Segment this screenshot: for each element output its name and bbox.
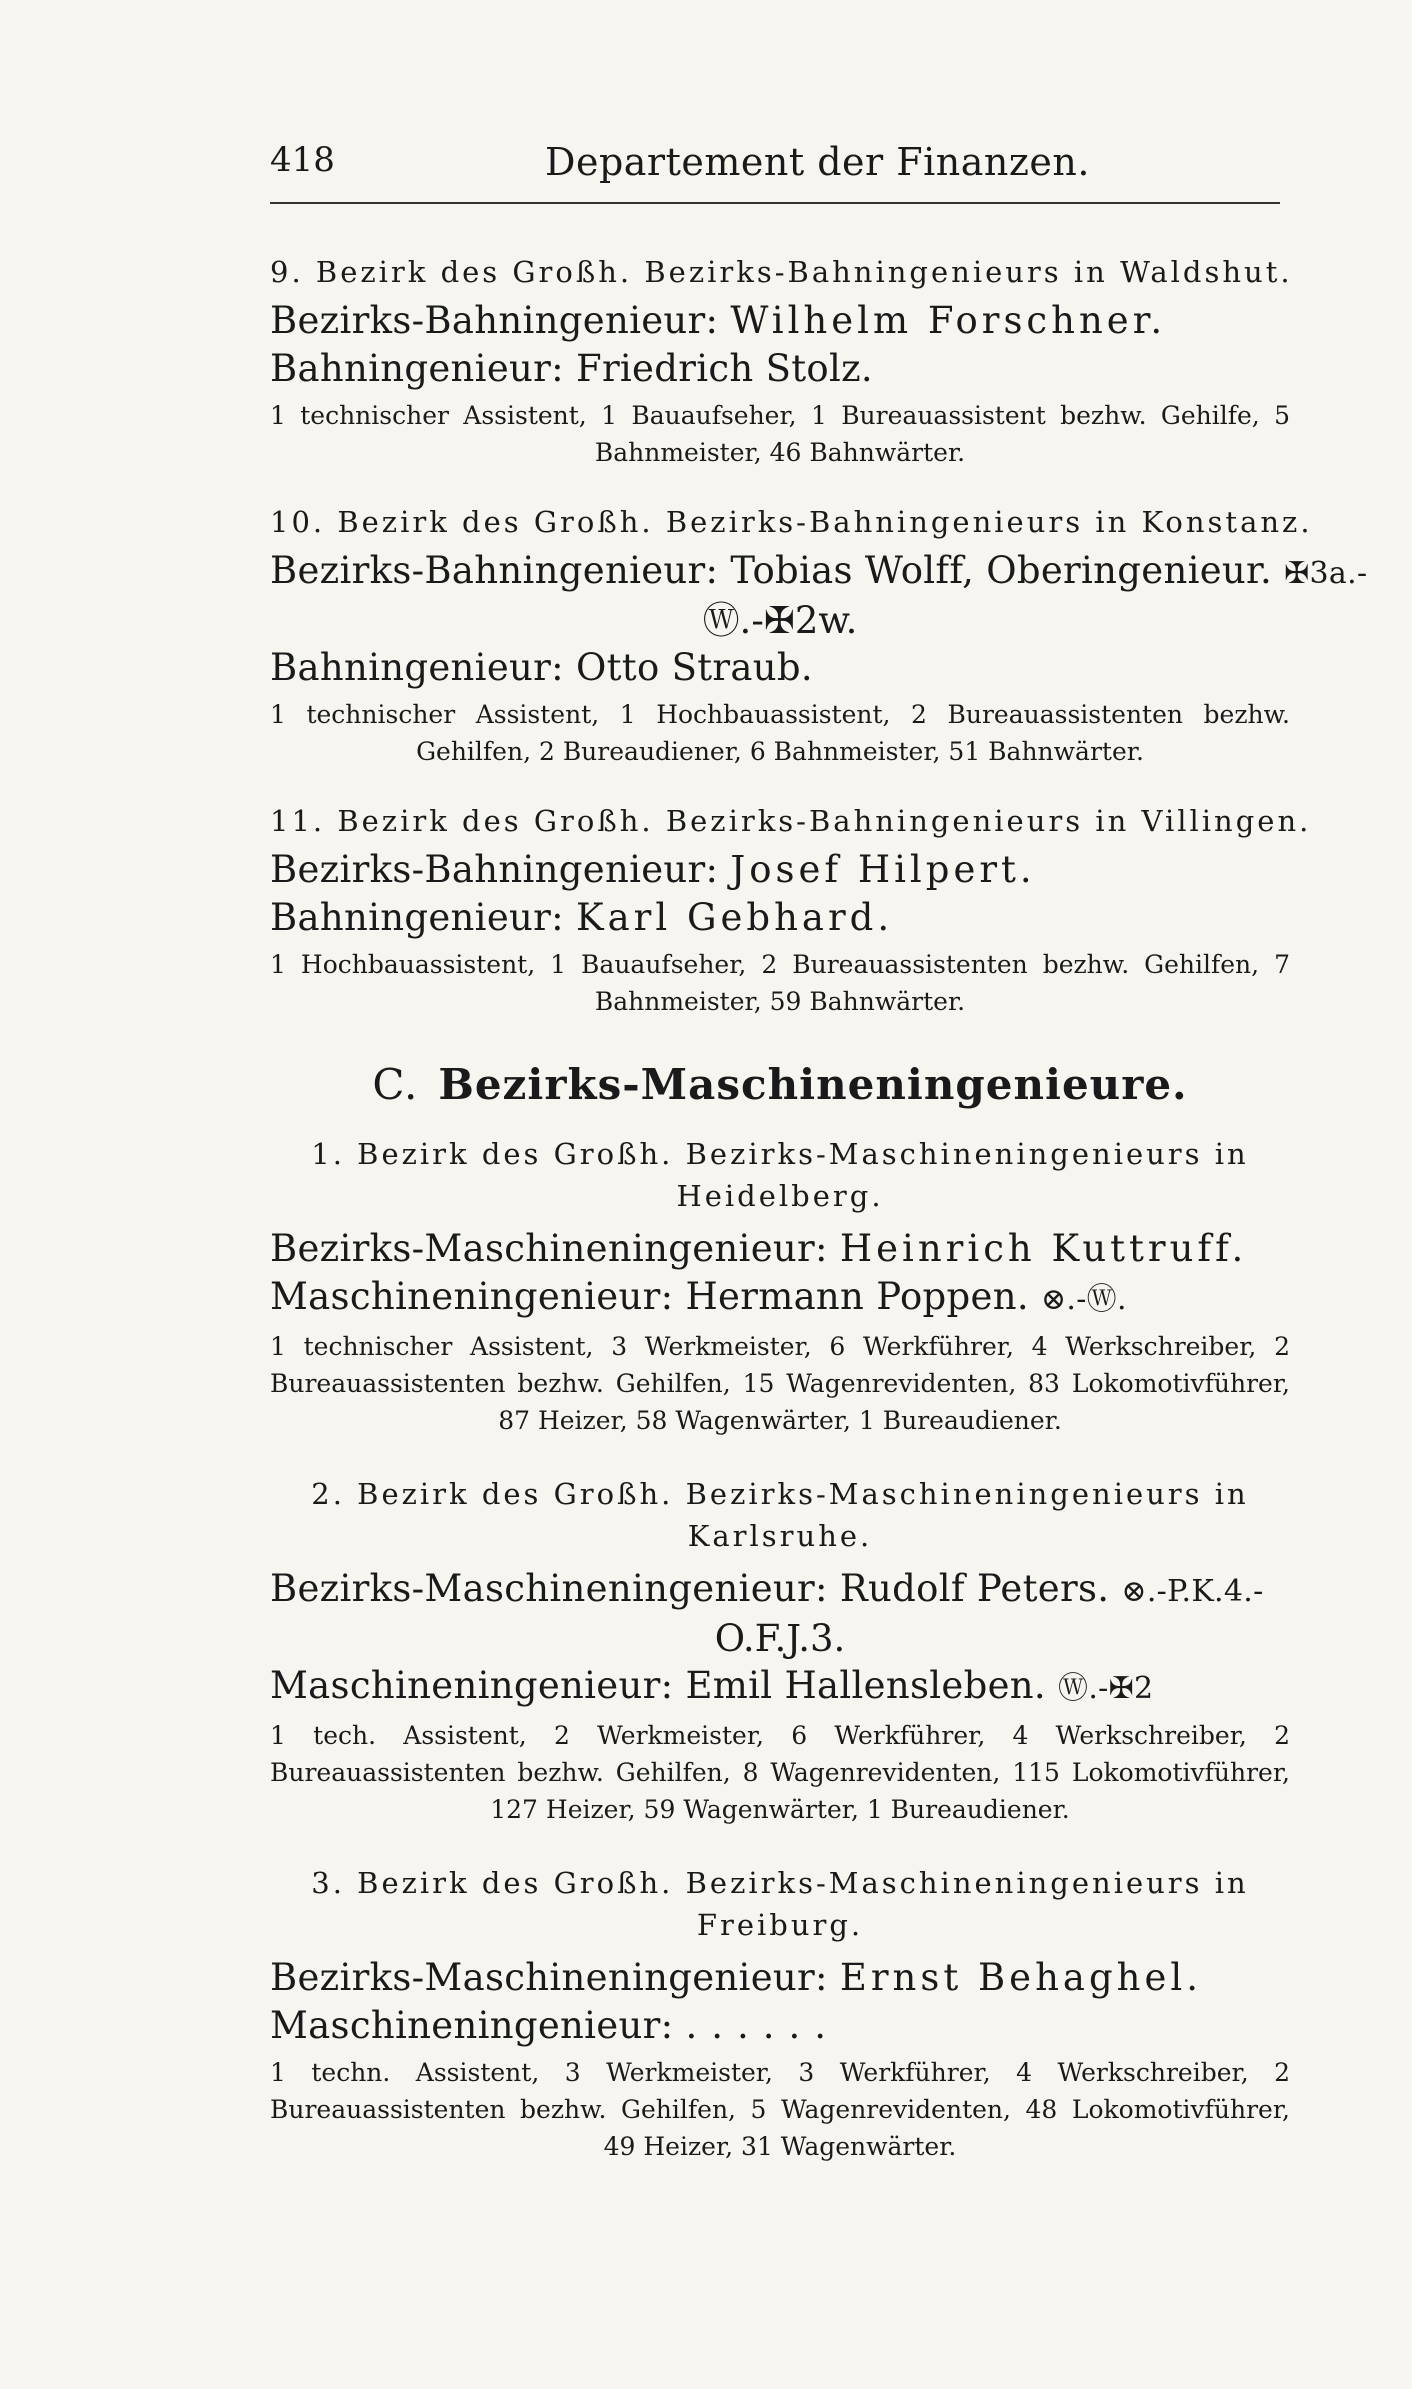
role-label: Maschineningenieur: (270, 1664, 674, 1708)
person-name: Josef Hilpert. (730, 848, 1036, 891)
decoration-symbols: ⊗.-P.K.4.- (1121, 1574, 1264, 1610)
engineer-line (270, 894, 1290, 942)
district-section (270, 804, 1312, 1020)
person-name: Rudolf Peters. (839, 1567, 1110, 1611)
person-name: Karl Gebhard. (575, 896, 894, 939)
role-label: Bezirks-Bahningenieur: (270, 848, 719, 891)
role-label: Bezirks-Bahningenieur: (270, 549, 719, 592)
person-name: Emil Hallensleben. (685, 1664, 1046, 1708)
person-name: Heinrich Kuttruff. (839, 1227, 1248, 1271)
district-section (270, 1862, 1290, 2165)
person-name: Wilhelm Forschner. (730, 299, 1167, 342)
vacant-placeholder: ...... (685, 2004, 841, 2048)
district-engineer-line (270, 1225, 1290, 1273)
district-heading: 3. Bezirk des Großh. Bezirks-Maschineningenieurs in Freiburg. (311, 1866, 1249, 1943)
page-header (270, 140, 1280, 200)
person-name: Friedrich Stolz. (575, 347, 873, 390)
district-section (270, 1473, 1290, 1828)
district-heading: 2. Bezirk des Großh. Bezirks-Maschineningenieurs in Karlsruhe. (311, 1477, 1249, 1554)
person-name: Ernst Behaghel. (839, 1956, 1202, 2000)
role-label: Bahningenieur: (270, 646, 564, 689)
district-section (270, 1133, 1290, 1439)
running-title: Departement der Finanzen. (545, 140, 1090, 184)
role-label: Bezirks-Bahningenieur: (270, 299, 719, 342)
staff-list: 1 techn. Assistent, 3 Werkmeister, 3 Werkführer, 4 Werkschreiber, 2 Bureauassistenten bezhw. Gehilfen, 5 Wagenrevidenten, 48 Lokomotivführer, 49 Heizer, 31 Wagenwärter. (270, 2058, 1290, 2162)
page-content (270, 255, 1368, 2199)
staff-list: 1 technischer Assistent, 1 Bauaufseher, 1 Bureauassistent bezhw. Gehilfe, 5 Bahnmeister, 46 Bahnwärter. (270, 401, 1290, 467)
role-label: Bezirks-Maschineningenieur: (270, 1956, 828, 2000)
staff-list: 1 technischer Assistent, 3 Werkmeister, 6 Werkführer, 4 Werkschreiber, 2 Bureauassistenten bezhw. Gehilfen, 15 Wagenrevidenten, 83 Lokomotivführer, 87 Heizer, 58 Wagenwärter, 1 Bureaudiener. (270, 1332, 1290, 1436)
engineer-line (270, 345, 1290, 393)
district-section (270, 505, 1368, 770)
decoration-symbols: Ⓦ.-✠2 (1058, 1671, 1154, 1707)
district-engineer-line (270, 1565, 1290, 1616)
page-number: 418 (270, 140, 335, 180)
district-heading: 11. Bezirk des Großh. Bezirks-Bahningenieurs in Villingen. (270, 804, 1312, 838)
role-label: Maschineningenieur: (270, 2004, 674, 2048)
role-label: Bahningenieur: (270, 896, 564, 939)
decoration-symbols: ✠3a.- (1284, 556, 1368, 591)
staff-list: 1 tech. Assistent, 2 Werkmeister, 6 Werkführer, 4 Werkschreiber, 2 Bureauassistenten bezhw. Gehilfen, 8 Wagenrevidenten, 115 Lokomotivführer, 127 Heizer, 59 Wagenwärter, 1 Bureaudiener. (270, 1721, 1290, 1825)
district-engineer-line (270, 297, 1290, 345)
engineer-line (270, 2002, 1290, 2050)
district-heading: 10. Bezirk des Großh. Bezirks-Bahningenieurs in Konstanz. (270, 505, 1313, 539)
decoration-symbols: ⊗.-Ⓦ. (1040, 1282, 1127, 1318)
engineer-line (270, 1273, 1290, 1324)
staff-list: 1 technischer Assistent, 1 Hochbauassistent, 2 Bureauassistenten bezhw. Gehilfen, 2 Bureaudiener, 6 Bahnmeister, 51 Bahnwärter. (270, 700, 1290, 766)
role-label: Bahningenieur: (270, 347, 564, 390)
section-title-text: Bezirks-Maschineningenieure. (438, 1060, 1188, 1109)
district-heading: 1. Bezirk des Großh. Bezirks-Maschineningenieurs in Heidelberg. (311, 1137, 1249, 1214)
role-label: Maschineningenieur: (270, 1275, 674, 1319)
role-label: Bezirks-Maschineningenieur: (270, 1567, 828, 1611)
decoration-continuation: Ⓦ.-✠2w. (702, 599, 858, 642)
district-engineer-line (270, 846, 1290, 894)
role-label: Bezirks-Maschineningenieur: (270, 1227, 828, 1271)
district-heading: 9. Bezirk des Großh. Bezirks-Bahningenieurs in Waldshut. (270, 255, 1293, 289)
district-engineer-line (270, 1954, 1290, 2002)
header-rule (270, 202, 1280, 204)
person-name: Otto Straub. (575, 646, 813, 689)
person-name: Hermann Poppen. (685, 1275, 1029, 1319)
person-name: Tobias Wolff, Oberingenieur. (730, 549, 1273, 592)
district-section (270, 255, 1293, 471)
section-letter: C. (372, 1060, 419, 1109)
engineer-line (270, 1662, 1290, 1713)
district-engineer-line (270, 547, 1368, 598)
staff-list: 1 Hochbauassistent, 1 Bauaufseher, 2 Bureauassistenten bezhw. Gehilfen, 7 Bahnmeister, 59 Bahnwärter. (270, 950, 1290, 1016)
section-title (270, 1060, 1290, 1109)
engineer-line (270, 644, 1290, 692)
decoration-continuation: O.F.J.3. (714, 1617, 846, 1661)
